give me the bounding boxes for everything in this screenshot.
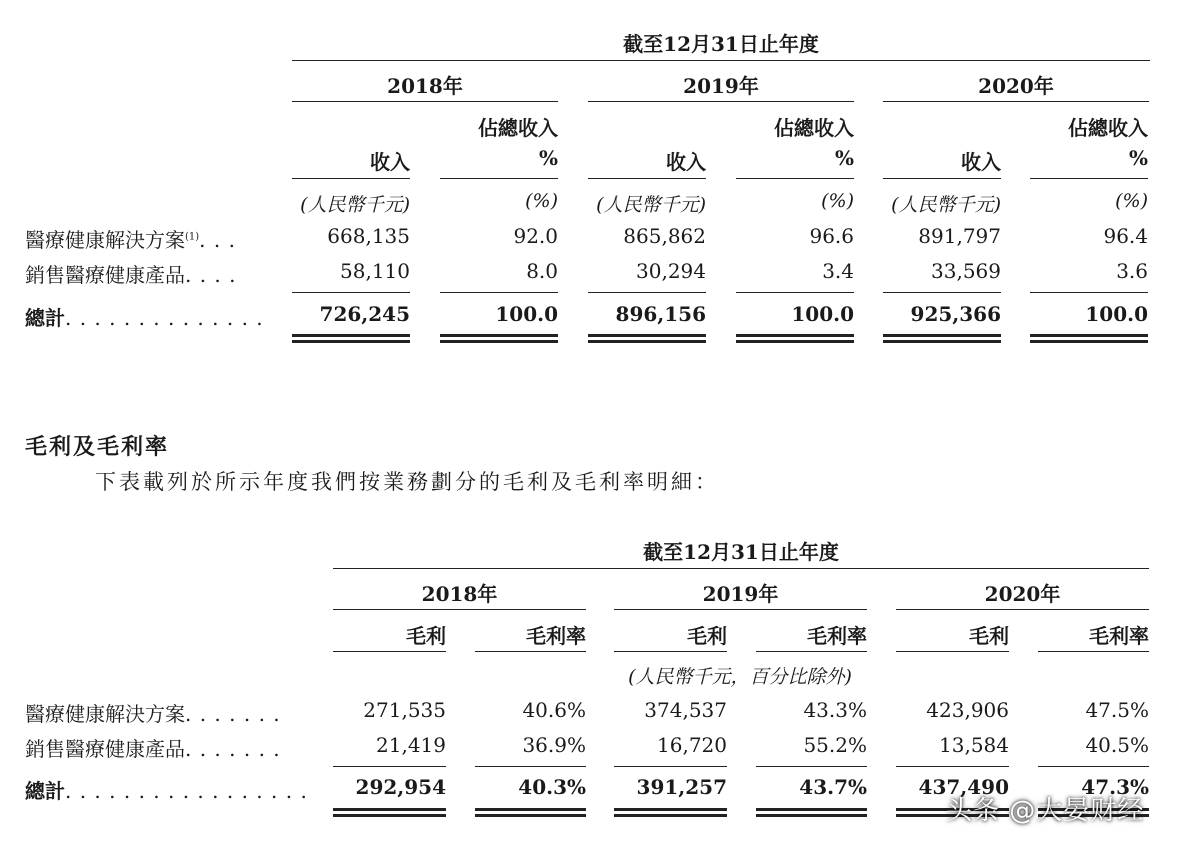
section-heading: 毛利及毛利率 bbox=[25, 434, 170, 460]
t2-margin-header-2019: 毛利率 bbox=[807, 624, 867, 648]
t1-sum-rule bbox=[1030, 292, 1148, 293]
t1-pct-symbol-2020: % bbox=[1128, 146, 1148, 170]
t2-profit-header-2020: 毛利 bbox=[969, 624, 1009, 648]
t1-double-rule bbox=[440, 334, 558, 343]
t1-year-rule-2018 bbox=[292, 101, 558, 102]
section-intro: 下表載列於所示年度我們按業務劃分的毛利及毛利率明細： bbox=[95, 470, 719, 494]
t2-total-cell: 292,954 bbox=[355, 775, 446, 799]
t2-year-2020: 2020年 bbox=[984, 582, 1061, 606]
t1-col-rule bbox=[292, 178, 410, 179]
t1-cell: 33,569 bbox=[931, 259, 1001, 283]
t1-year-2020: 2020年 bbox=[978, 74, 1054, 98]
t1-rev-header-2020: 收入 bbox=[961, 150, 1001, 174]
t1-year-2018: 2018年 bbox=[387, 74, 463, 98]
t1-double-rule bbox=[588, 334, 706, 343]
t2-margin-header-2018: 毛利率 bbox=[526, 624, 586, 648]
t1-unit-pct-2018: (%) bbox=[525, 190, 558, 212]
t2-row-label: 銷售醫療健康產品. . . . . . . bbox=[25, 737, 281, 761]
t1-sum-rule bbox=[292, 292, 410, 293]
t1-pct-header-2018: 佔總收入 bbox=[478, 116, 558, 140]
t2-total-cell: 40.3% bbox=[518, 775, 586, 799]
t1-sum-rule bbox=[440, 292, 558, 293]
t1-year-2019: 2019年 bbox=[683, 74, 759, 98]
t1-period-header: 截至12月31日止年度 bbox=[623, 32, 819, 56]
t2-cell: 40.6% bbox=[522, 698, 586, 722]
t2-profit-header-2019: 毛利 bbox=[687, 624, 727, 648]
t2-total-cell: 43.7% bbox=[799, 775, 867, 799]
t2-double-rule bbox=[756, 808, 867, 817]
t1-total-cell: 100.0 bbox=[791, 302, 854, 326]
t1-double-rule bbox=[736, 334, 854, 343]
t2-year-2019: 2019年 bbox=[702, 582, 779, 606]
t1-cell: 30,294 bbox=[636, 259, 706, 283]
t2-period-header: 截至12月31日止年度 bbox=[643, 540, 839, 564]
t1-total-label: 總計. . . . . . . . . . . . . . bbox=[25, 306, 264, 330]
t1-header-rule bbox=[292, 60, 1150, 61]
t1-row-label: 銷售醫療健康產品. . . . bbox=[25, 263, 237, 287]
t2-sum-rule bbox=[1038, 766, 1149, 767]
t1-cell: 96.4 bbox=[1103, 224, 1148, 248]
t1-double-rule bbox=[883, 334, 1001, 343]
t1-year-rule-2020 bbox=[883, 101, 1149, 102]
t2-total-cell: 391,257 bbox=[636, 775, 727, 799]
t2-profit-header-2018: 毛利 bbox=[406, 624, 446, 648]
t2-year-rule-2020 bbox=[896, 609, 1149, 610]
t1-total-cell: 100.0 bbox=[1085, 302, 1148, 326]
t1-rev-header-2018: 收入 bbox=[370, 150, 410, 174]
t2-col-rule bbox=[756, 651, 867, 652]
t1-pct-header-2019: 佔總收入 bbox=[774, 116, 854, 140]
t1-cell: 668,135 bbox=[327, 224, 410, 248]
t2-col-rule bbox=[896, 651, 1009, 652]
t1-cell: 3.4 bbox=[822, 259, 854, 283]
t2-col-rule bbox=[475, 651, 586, 652]
t1-double-rule bbox=[1030, 334, 1148, 343]
t1-col-rule bbox=[1030, 178, 1148, 179]
t2-total-cell: 437,490 bbox=[918, 775, 1009, 799]
t1-col-rule bbox=[440, 178, 558, 179]
t1-rev-header-2019: 收入 bbox=[666, 150, 706, 174]
t2-double-rule bbox=[614, 808, 727, 817]
t2-sum-rule bbox=[333, 766, 446, 767]
t1-col-rule bbox=[588, 178, 706, 179]
t2-double-rule bbox=[475, 808, 586, 817]
t1-cell: 3.6 bbox=[1116, 259, 1148, 283]
t2-cell: 47.5% bbox=[1085, 698, 1149, 722]
t1-total-cell: 896,156 bbox=[615, 302, 706, 326]
t2-year-2018: 2018年 bbox=[421, 582, 498, 606]
t1-cell: 865,862 bbox=[623, 224, 706, 248]
t1-cell: 92.0 bbox=[513, 224, 558, 248]
t1-pct-symbol-2018: % bbox=[538, 146, 558, 170]
t1-cell: 96.6 bbox=[809, 224, 854, 248]
t2-margin-header-2020: 毛利率 bbox=[1089, 624, 1149, 648]
t1-unit-pct-2020: (%) bbox=[1115, 190, 1148, 212]
t2-cell: 374,537 bbox=[644, 698, 727, 722]
t1-sum-rule bbox=[883, 292, 1001, 293]
t2-year-rule-2019 bbox=[614, 609, 867, 610]
t1-col-rule bbox=[883, 178, 1001, 179]
t2-cell: 43.3% bbox=[803, 698, 867, 722]
t1-total-cell: 726,245 bbox=[319, 302, 410, 326]
t2-sum-rule bbox=[756, 766, 867, 767]
t2-cell: 40.5% bbox=[1085, 733, 1149, 757]
t1-unit-rev-2018: (人民幣千元) bbox=[300, 194, 410, 216]
t2-cell: 16,720 bbox=[657, 733, 727, 757]
t1-unit-rev-2019: (人民幣千元) bbox=[596, 194, 706, 216]
t2-cell: 55.2% bbox=[803, 733, 867, 757]
t2-col-rule bbox=[614, 651, 727, 652]
t1-cell: 58,110 bbox=[340, 259, 410, 283]
watermark: 头条 @大晏财经 bbox=[946, 796, 1145, 826]
t1-pct-symbol-2019: % bbox=[834, 146, 854, 170]
t2-sum-rule bbox=[614, 766, 727, 767]
t1-unit-rev-2020: (人民幣千元) bbox=[891, 194, 1001, 216]
t2-cell: 21,419 bbox=[376, 733, 446, 757]
t2-sum-rule bbox=[896, 766, 1009, 767]
t1-sum-rule bbox=[736, 292, 854, 293]
t1-pct-header-2020: 佔總收入 bbox=[1068, 116, 1148, 140]
t2-cell: 36.9% bbox=[522, 733, 586, 757]
t1-row-label: 醫療健康解決方案$^{(1)}$. . . bbox=[25, 228, 236, 252]
t2-cell: 13,584 bbox=[939, 733, 1009, 757]
t2-cell: 423,906 bbox=[926, 698, 1009, 722]
t1-cell: 891,797 bbox=[918, 224, 1001, 248]
t1-double-rule bbox=[292, 334, 410, 343]
t2-year-rule-2018 bbox=[333, 609, 586, 610]
t1-unit-pct-2019: (%) bbox=[821, 190, 854, 212]
t2-unit: (人民幣千元，百分比除外) bbox=[628, 666, 852, 688]
t1-year-rule-2019 bbox=[588, 101, 854, 102]
t2-sum-rule bbox=[475, 766, 586, 767]
t2-header-rule bbox=[333, 568, 1149, 569]
t1-sum-rule bbox=[588, 292, 706, 293]
t1-cell: 8.0 bbox=[526, 259, 558, 283]
t2-total-cell: 47.3% bbox=[1081, 775, 1149, 799]
t2-row-label: 醫療健康解決方案. . . . . . . bbox=[25, 702, 281, 726]
t2-total-label: 總計. . . . . . . . . . . . . . . . . bbox=[25, 779, 308, 803]
t2-col-rule bbox=[333, 651, 446, 652]
t1-total-cell: 100.0 bbox=[495, 302, 558, 326]
t1-col-rule bbox=[736, 178, 854, 179]
t1-total-cell: 925,366 bbox=[910, 302, 1001, 326]
t2-cell: 271,535 bbox=[363, 698, 446, 722]
t2-double-rule bbox=[333, 808, 446, 817]
t2-col-rule bbox=[1038, 651, 1149, 652]
